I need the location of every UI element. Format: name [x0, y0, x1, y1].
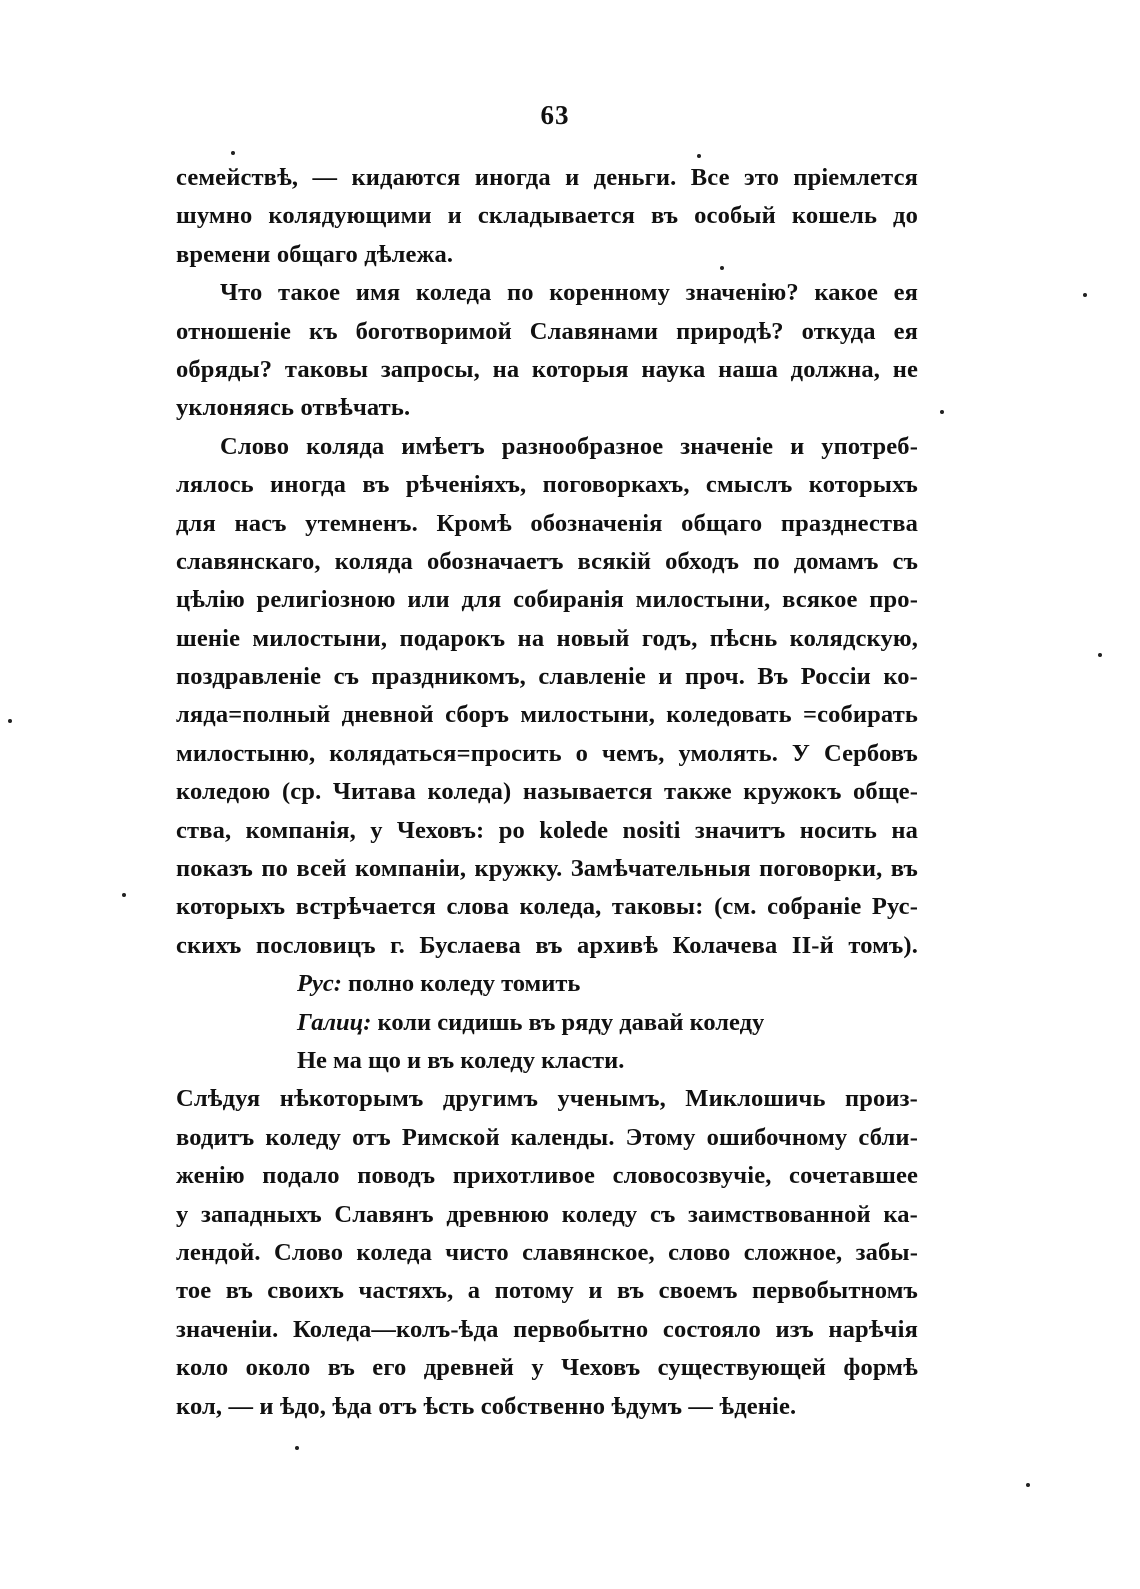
scan-speck — [1098, 653, 1102, 657]
text-line: цѣлію религіозною или для собиранія милостыни, всякое про- — [176, 586, 918, 614]
scan-speck — [8, 719, 12, 723]
text-line: Что такое имя коледа по коренному значенію? какое ея — [220, 279, 918, 307]
scan-speck — [231, 151, 235, 155]
proverb-block — [176, 965, 918, 1080]
text-line: шумно колядующими и складывается въ особый кошель до — [176, 202, 918, 230]
text-line: которыхъ встрѣчается слова коледа, таковы: (см. собраніе Рус- — [176, 893, 918, 921]
scan-speck — [697, 154, 701, 158]
text-line: скихъ пословицъ г. Буслаева въ архивѣ Колачева II-й томъ). — [176, 931, 918, 959]
proverb-line — [176, 1004, 918, 1042]
text-column — [176, 159, 918, 1426]
page-number: 63 — [540, 100, 570, 130]
text-line: коледою (ср. Читава коледа) называется также кружокъ обще- — [176, 778, 918, 806]
text-line: поздравленіе съ праздникомъ, славленіе и проч. Въ Россіи ко- — [176, 663, 918, 691]
proverb-line — [176, 1042, 918, 1080]
text-line: кол, — и ѣдо, ѣда отъ ѣсть собственно ѣдумъ — ѣденіе. — [176, 1392, 797, 1420]
text-line: отношеніе къ боготворимой Славянами природѣ? откуда ея — [176, 317, 918, 345]
text-line: ляда=полный дневной сборъ милостыни, коледовать =собирать — [176, 701, 918, 729]
scan-speck — [122, 893, 126, 897]
text-line: шеніе милостыни, подарокъ на новый годъ, пѣснь колядскую, — [176, 624, 918, 652]
proverb-text: Не ма що и въ коледу класти. — [297, 1046, 625, 1074]
text-line: славянскаго, коляда обозначаетъ всякій обходъ по домамъ съ — [176, 547, 918, 575]
text-line: тое въ своихъ частяхъ, а потому и въ своемъ первобытномъ — [176, 1277, 918, 1305]
text-line: значеніи. Коледа—колъ-ѣда первобытно состояло изъ нарѣчія — [176, 1315, 918, 1343]
text-line: показъ по всей компаніи, кружку. Замѣчательныя поговорки, въ — [176, 855, 918, 883]
text-line: уклоняясь отвѣчать. — [176, 394, 411, 422]
scan-speck — [940, 410, 944, 414]
text-line: Слово коляда имѣетъ разнообразное значеніе и употреб- — [220, 432, 918, 460]
paragraph-3 — [176, 428, 918, 965]
text-line: коло около въ его древней у Чеховъ существующей формѣ — [176, 1354, 918, 1382]
proverb-source-label: Рус: — [297, 970, 342, 998]
text-line: для насъ утемненъ. Кромѣ обозначенія общаго празднества — [176, 509, 918, 537]
text-line: у западныхъ Славянъ древнюю коледу съ заимствованной ка- — [176, 1200, 918, 1228]
text-line: семействѣ, — кидаются иногда и деньги. Все это пріемлется — [176, 164, 918, 191]
scan-speck — [295, 1446, 299, 1450]
proverb-source-label: Галиц: — [297, 1008, 372, 1036]
paragraph-4 — [176, 1080, 918, 1426]
text-line: водитъ коледу отъ Римской календы. Этому ошибочному сбли- — [176, 1123, 918, 1151]
proverb-line — [176, 965, 918, 1003]
text-line: ства, компанія, у Чеховъ: po kolede nositi значитъ носить на — [176, 816, 918, 844]
text-line: обряды? таковы запросы, на которыя наука наша должна, не — [176, 355, 918, 383]
scan-speck — [720, 266, 724, 270]
text-line: времени общаго дѣлежа. — [176, 240, 454, 268]
scan-speck — [1083, 293, 1087, 297]
paragraph-2 — [176, 274, 918, 428]
text-line: милостыню, колядаться=просить о чемъ, умолять. У Сербовъ — [176, 739, 918, 767]
scan-speck — [1026, 1483, 1030, 1487]
text-line: лялось иногда въ рѣченіяхъ, поговоркахъ, смыслъ которыхъ — [176, 471, 918, 499]
proverb-text: полно коледу томить — [348, 970, 581, 998]
text-line: лендой. Слово коледа чисто славянское, слово сложное, забы- — [176, 1238, 918, 1266]
paragraph-1 — [176, 159, 918, 274]
text-line: женію подало поводъ прихотливое словосозвучіе, сочетавшее — [176, 1162, 918, 1190]
text-line: Слѣдуя нѣкоторымъ другимъ ученымъ, Миклошичь произ- — [176, 1085, 918, 1113]
proverb-text: коли сидишь въ ряду давай коледу — [377, 1008, 765, 1036]
